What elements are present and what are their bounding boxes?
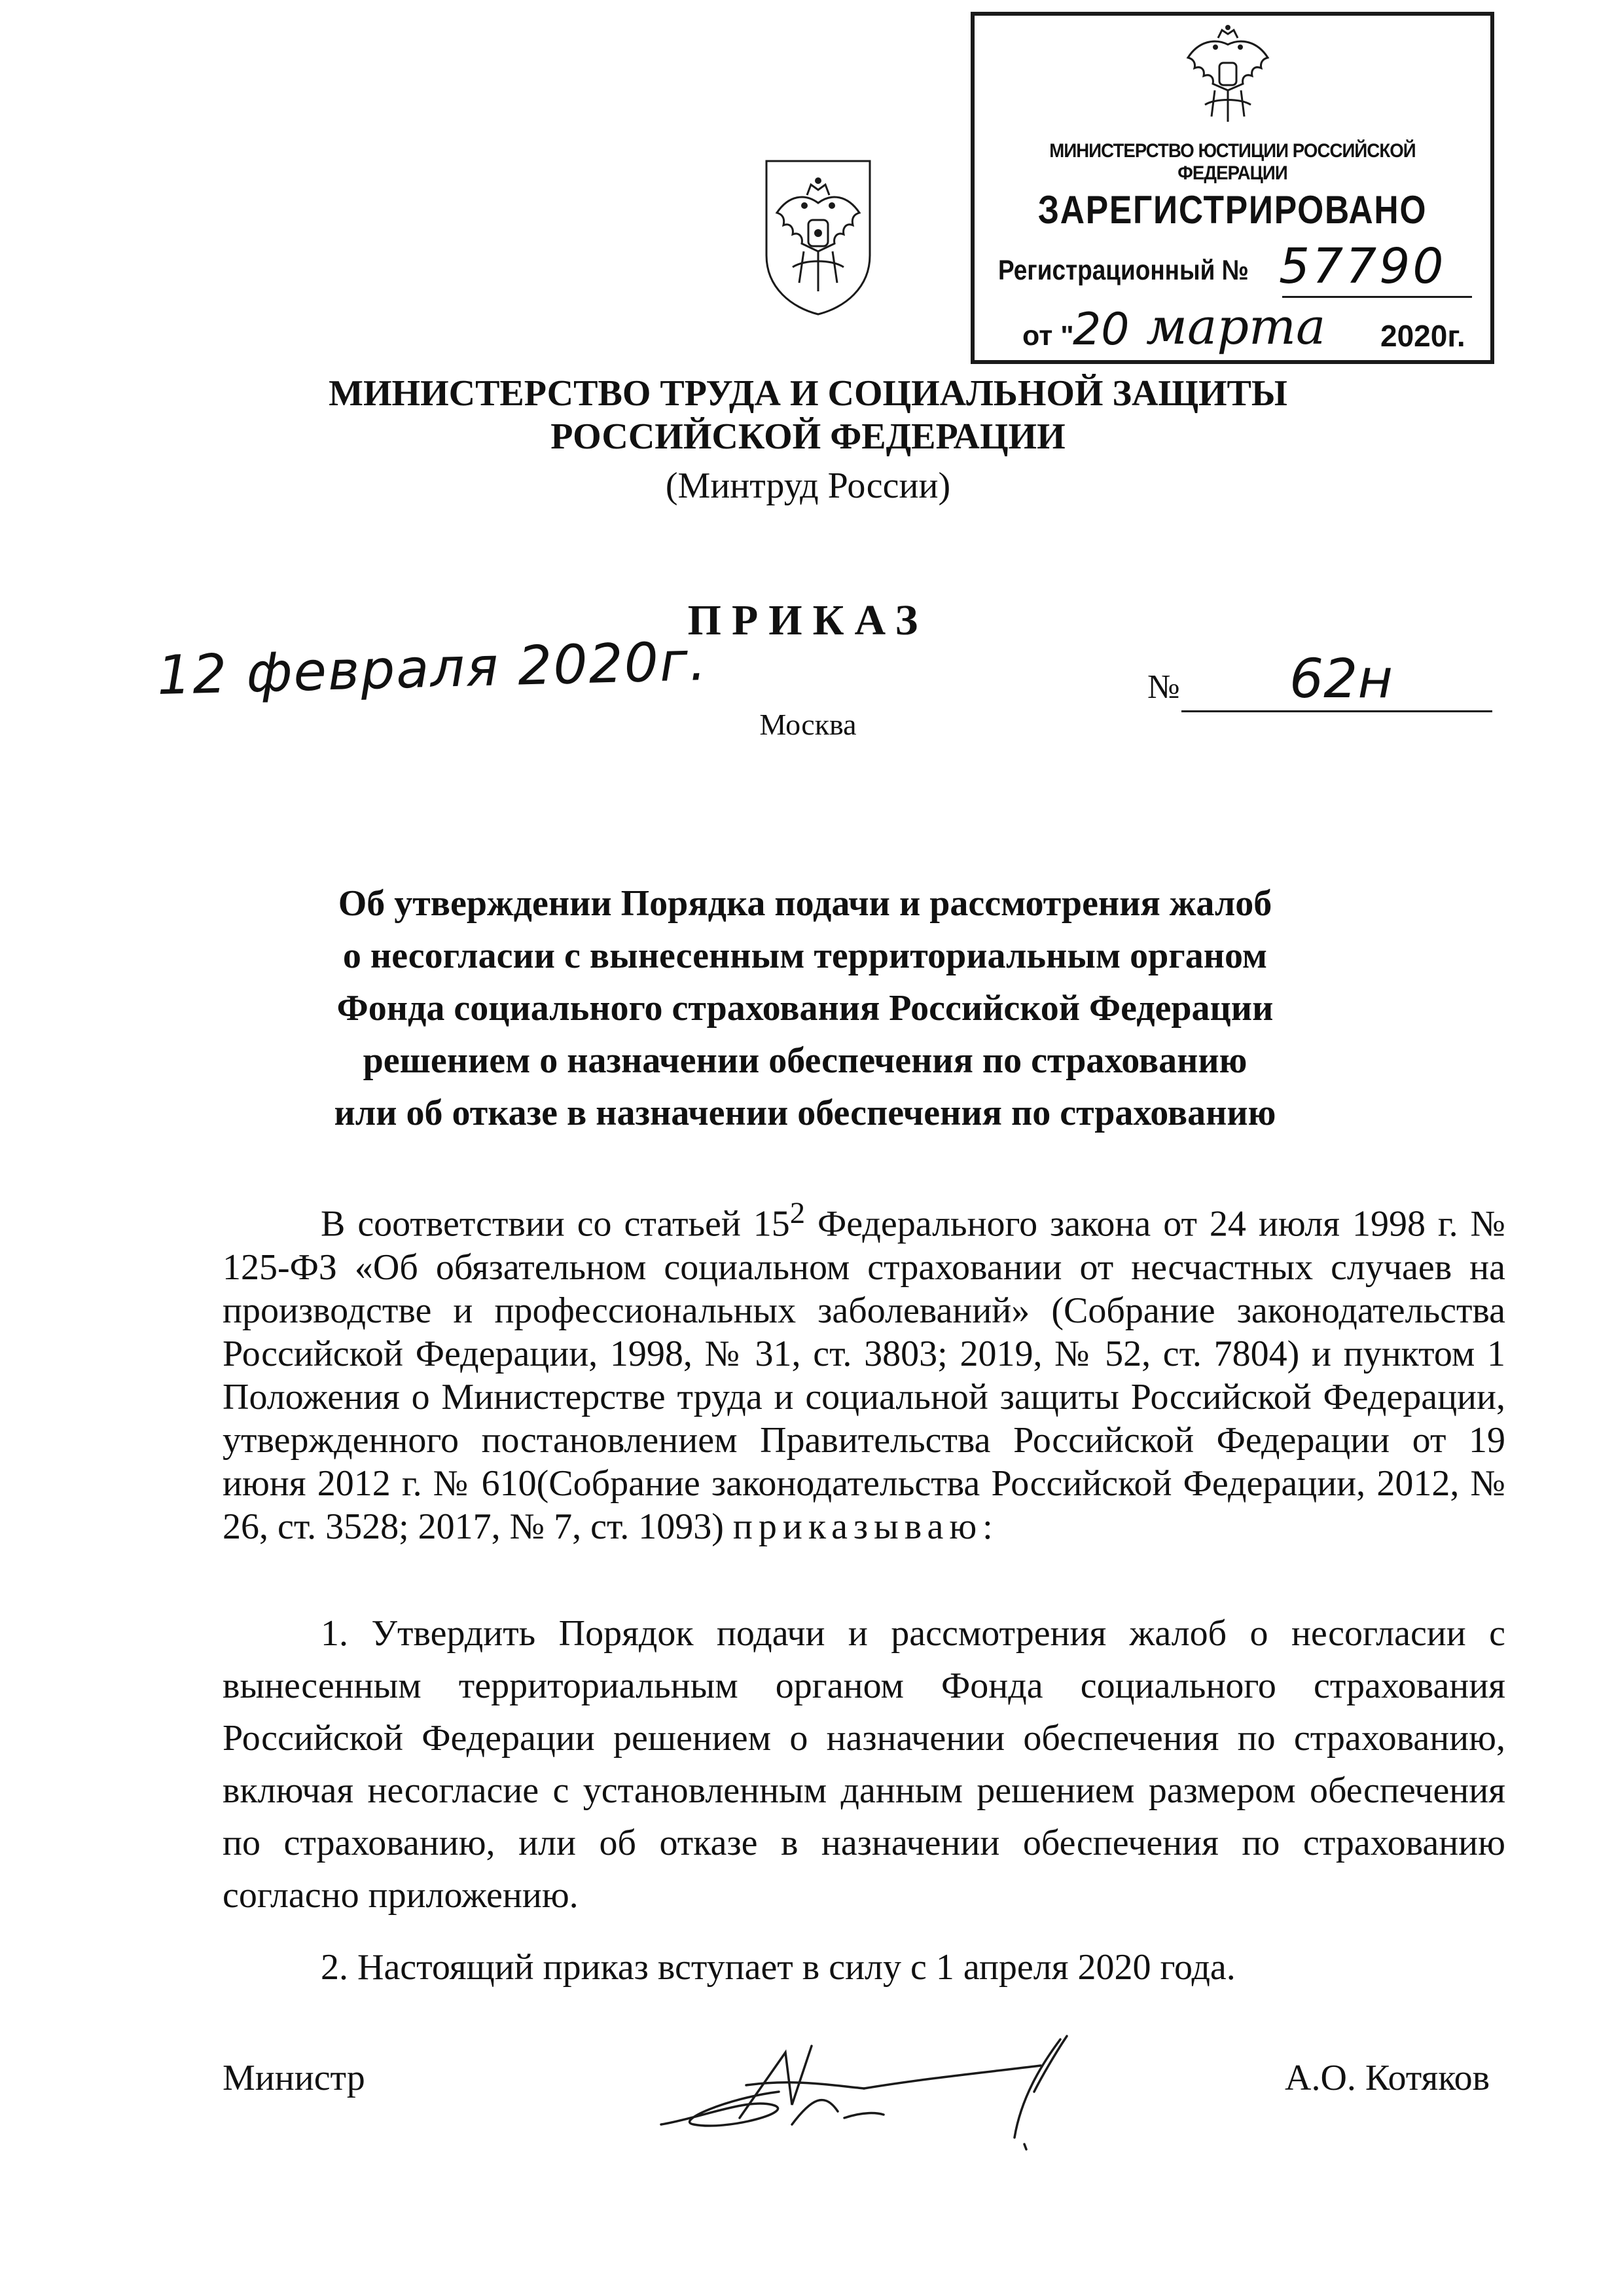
preamble-text: Федерального закона от 24 июля 1998 г. № 125-ФЗ «Об обязательном социальном страховании от несчастных случаев на производстве и профессиональных заболеваний» (Собрание законодательства Российской Федерации, 1998, № 31, ст. 3803; 2019, № 52, ст. 7804) и пунктом 1 Положения о Министерстве труда и социальной защиты Российской Федерации, утвержденного постановлением Правительства Российской Федерации от 19 июня 2012 г. № 610(Собрание законодательства Российской Федерации, 2012, № 26, ст. 3528; 2017, № 7, ст. 1093) [223, 1203, 1505, 1547]
signature-image [648, 2026, 1093, 2151]
order-item-2: 2. Настоящий приказ вступает в силу с 1 апреля 2020 года. [321, 1947, 1236, 1988]
order-date: 12 февраля 2020г. [156, 630, 709, 707]
subject-line: решением о назначении обеспечения по страхованию [363, 1040, 1248, 1081]
stamp-date-year: 2020г. [1380, 319, 1465, 353]
signatory-position: Министр [223, 2058, 365, 2098]
stamp-reg-number: 57790 [1279, 238, 1446, 295]
order-title: ПРИКАЗ [687, 596, 929, 644]
coat-of-arms-icon [763, 157, 874, 318]
subject-line: Фонда социального страхования Российской Федерации [336, 988, 1274, 1029]
preamble-paragraph [223, 1192, 1505, 1548]
order-subject [249, 877, 1361, 1139]
stamp-date-day: 20 [1073, 304, 1130, 355]
subject-line: о несогласии с вынесенным территориальным органом [342, 936, 1268, 976]
subject-line: Об утверждении Порядка подачи и рассмотрения жалоб [338, 883, 1272, 924]
signatory-name: А.О. Котяков [1285, 2058, 1490, 2098]
registration-stamp [971, 12, 1494, 364]
order-number: 62н [1289, 648, 1393, 710]
ministry-title-line2: РОССИЙСКОЙ ФЕДЕРАЦИИ [550, 416, 1066, 457]
stamp-registered-label: ЗАРЕГИСТРИРОВАНО [1037, 188, 1427, 232]
order-city: Москва [759, 708, 857, 741]
stamp-ministry-name: МИНИСТЕРСТВО ЮСТИЦИИ РОССИЙСКОЙ ФЕДЕРАЦИИ [1049, 140, 1416, 184]
coat-of-arms-icon [1179, 25, 1277, 130]
ministry-short-name: (Минтруд России) [665, 465, 951, 506]
ministry-title-line1: МИНИСТЕРСТВО ТРУДА И СОЦИАЛЬНОЙ ЗАЩИТЫ [329, 373, 1287, 414]
order-number-label: № [1147, 668, 1180, 706]
subject-line: или об отказе в назначении обеспечения по страхованию [334, 1093, 1276, 1133]
stamp-date-month: марта [1146, 297, 1326, 355]
ministry-title [0, 372, 1616, 458]
stamp-date-prefix: от " [1022, 320, 1074, 352]
stamp-reg-label: Регистрационный № [998, 255, 1249, 286]
order-directive: приказываю: [732, 1506, 999, 1547]
order-item-1: 1. Утвердить Порядок подачи и рассмотрения жалоб о несогласии с вынесенным территориальным органом Фонда социального страхования Российской Федерации решением о назначении обеспечения по страхованию, включая несогласие с установленным данным решением размером обеспечения по страхованию, или об отказе в назначении обеспечения по страхованию согласно приложению. [223, 1613, 1505, 1916]
article-superscript: 2 [789, 1196, 806, 1230]
preamble-text: В соответствии со статьей 15 [321, 1203, 790, 1245]
